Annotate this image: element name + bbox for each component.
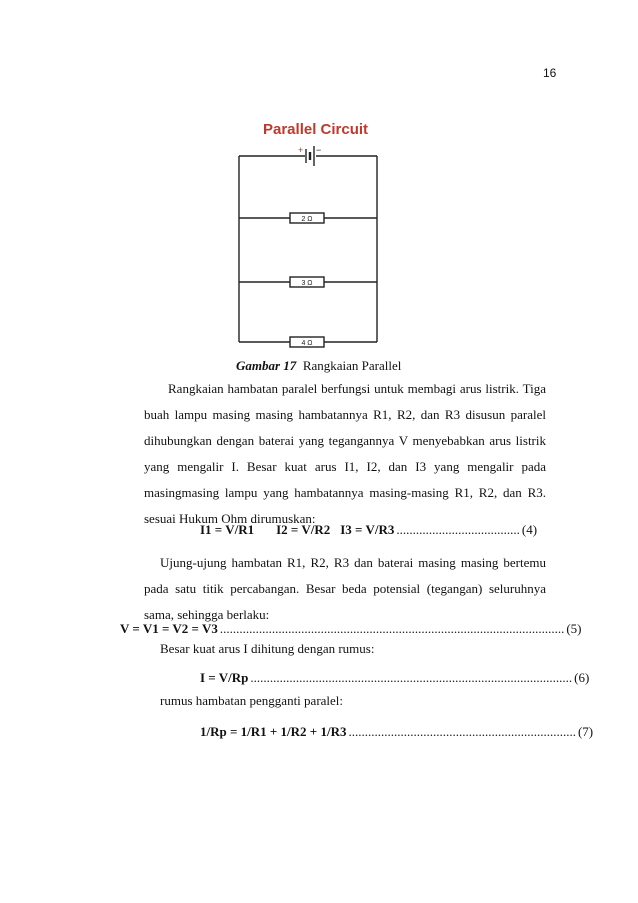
eq4-number: (4) (521, 522, 538, 537)
eq5-dots: .......................................................................................................... (219, 621, 565, 636)
eq4-part-3: I3 = V/R3 (340, 522, 395, 537)
equation-6 (200, 670, 590, 686)
caption-label: Gambar 17 (236, 358, 297, 373)
paragraph1-line-1: Rangkaian hambatan paralel berfungsi untuk membagi arus listrik. Tiga (168, 381, 546, 396)
page-number: 16 (543, 66, 557, 80)
parallel-circuit-diagram (232, 118, 392, 350)
equation-7 (200, 724, 594, 740)
rumus-line: rumus hambatan pengganti paralel: (160, 693, 344, 708)
paragraph1-line-5: masingmasing lampu yang hambatannya masing-masing R1, R2, dan R3. (144, 485, 546, 500)
eq6-dots: ................................................................................................... (250, 670, 573, 685)
figure-title: Parallel Circuit (263, 121, 369, 138)
eq4-part-2: I2 = V/R2 (276, 522, 331, 537)
battery-minus-label: − (316, 145, 322, 155)
eq7-number: (7) (577, 724, 594, 739)
paragraph1-line-2: buah lampu masing masing hambatannya R1, R2, dan R3 disusun paralel (144, 407, 546, 422)
paragraph1-line-3: dihubungkan dengan baterai yang tegangannya V menyebabkan arus listrik (144, 433, 546, 448)
eq7-dots: ...................................................................... (348, 724, 576, 739)
resistor-label-2: 3 Ω (301, 280, 313, 287)
eq6-number: (6) (574, 670, 590, 685)
eq6-text: I = V/Rp (200, 670, 249, 685)
caption-text: Rangkaian Parallel (302, 358, 402, 373)
eq5-number: (5) (566, 621, 582, 636)
paragraph2-line-1: Ujung-ujung hambatan R1, R2, R3 dan baterai masing masing bertemu (160, 555, 546, 570)
kuat-arus-line: Besar kuat arus I dihitung dengan rumus: (160, 641, 375, 656)
paragraph2-line-2: pada satu titik percabangan. Besar beda potensial (tegangan) seluruhnya (144, 581, 546, 596)
eq4-dots: ...................................... (396, 522, 520, 537)
paragraph1-line-4: yang mengalir I. Besar kuat arus I1, I2, dan I3 yang mengalir pada (144, 459, 546, 474)
equation-5 (120, 621, 582, 637)
resistor-label-3: 4 Ω (301, 340, 313, 347)
figure-caption (236, 358, 401, 374)
paragraph1-line-6: sesuai Hukum Ohm dirumuskan: (144, 511, 316, 526)
eq5-text: V = V1 = V2 = V3 (120, 621, 218, 636)
eq7-text: 1/Rp = 1/R1 + 1/R2 + 1/R3 (200, 724, 347, 739)
resistor-label-1: 2 Ω (301, 216, 313, 223)
equation-4 (200, 522, 538, 538)
battery-plus-label: + (298, 145, 304, 155)
eq4-part-1: I1 = V/R1 (200, 522, 255, 537)
paragraph2-line-3: sama, sehingga berlaku: (144, 607, 270, 622)
